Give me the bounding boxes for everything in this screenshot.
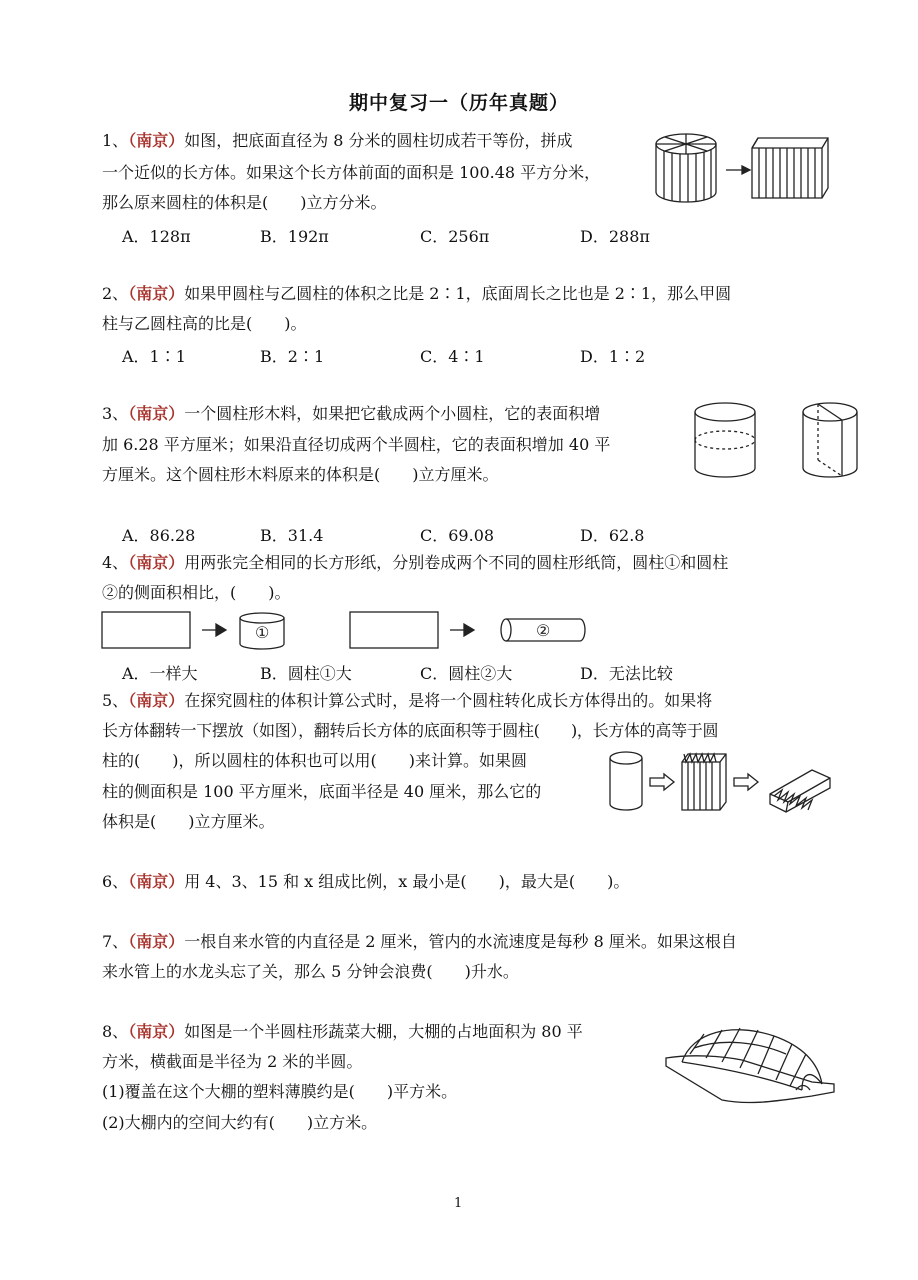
q3-source: （南京） [128, 404, 185, 423]
q3-vertical-cut-cylinder-figure [800, 400, 870, 480]
q6-text-1: 用 4、3、15 和 x 组成比例，x 最小是( )，最大是( )。 [184, 872, 630, 891]
q2-option-d: D．1∶2 [580, 347, 646, 366]
q1-text-1: 如图，把底面直径为 8 分米的圆柱切成若干等份，拼成 [184, 131, 573, 150]
q3-option-c: C．69.08 [420, 526, 495, 545]
q2-line-1 [102, 283, 731, 305]
q2-line-2: 柱与乙圆柱高的比是( )。 [102, 314, 307, 333]
q7-line-1 [102, 931, 737, 953]
q3-line-1 [102, 403, 600, 425]
q4-line-1 [102, 552, 728, 574]
q1-cylinder-to-cuboid-figure [650, 130, 830, 210]
q7-text-1: 一根自来水管的内直径是 2 厘米，管内的水流速度是每秒 8 厘米。如果这根自 [184, 932, 737, 951]
q4-option-d: D．无法比较 [580, 664, 673, 683]
q1-option-b: B．192π [260, 227, 329, 246]
q4-cylinder-1-label: ① [255, 623, 270, 642]
q8-greenhouse-figure [662, 1018, 837, 1118]
q7-line-2: 来水管上的水龙头忘了关，那么 5 分钟会浪费( )升水。 [102, 962, 519, 981]
q3-option-a: A．86.28 [122, 526, 196, 545]
q2-source: （南京） [128, 284, 185, 303]
q5-line-3: 柱的( )，所以圆柱的体积也可以用( )来计算。如果圆 [102, 751, 527, 770]
q3-line-2: 加 6.28 平方厘米；如果沿直径切成两个半圆柱，它的表面积增加 40 平 [102, 435, 611, 454]
q8-line-2: 方米，横截面是半径为 2 米的半圆。 [102, 1052, 363, 1071]
q4-option-b: B．圆柱①大 [260, 664, 352, 683]
q2-option-a: A．1∶1 [122, 347, 186, 366]
q8-line-4: (2)大棚内的空间大约有( )立方米。 [102, 1113, 378, 1132]
q6-line-1 [102, 871, 629, 893]
q1-number: 1、 [102, 131, 129, 150]
q1-line-2: 一个近似的长方体。如果这个长方体前面的面积是 100.48 平方分米， [102, 163, 601, 182]
q5-line-4: 柱的侧面积是 100 平方厘米，底面半径是 40 厘米，那么它的 [102, 782, 542, 801]
q8-source: （南京） [128, 1022, 185, 1041]
page-number: 1 [454, 1196, 463, 1211]
q1-line-1 [102, 130, 573, 152]
q2-number: 2、 [102, 284, 129, 303]
q5-cylinder-transform-figure [606, 748, 836, 820]
q1-option-c: C．256π [420, 227, 490, 246]
q4-cylinder-2-label: ② [536, 621, 551, 640]
q5-line-2: 长方体翻转一下摆放（如图），翻转后长方体的底面积等于圆柱( )，长方体的高等于圆 [102, 721, 719, 740]
q8-line-1 [102, 1021, 583, 1043]
q3-option-d: D．62.8 [580, 526, 645, 545]
q5-source: （南京） [128, 691, 185, 710]
q1-option-a: A．128π [122, 227, 191, 246]
q4-text-1: 用两张完全相同的长方形纸，分别卷成两个不同的圆柱形纸筒，圆柱①和圆柱 [184, 553, 729, 572]
q5-number: 5、 [102, 691, 129, 710]
q8-line-3: (1)覆盖在这个大棚的塑料薄膜约是( )平方米。 [102, 1082, 458, 1101]
q4-option-a: A．一样大 [122, 664, 198, 683]
q8-number: 8、 [102, 1022, 129, 1041]
q4-option-c: C．圆柱②大 [420, 664, 513, 683]
q4-number: 4、 [102, 553, 129, 572]
q2-option-b: B．2∶1 [260, 347, 325, 366]
q2-text-1: 如果甲圆柱与乙圆柱的体积之比是 2∶1，底面周长之比也是 2∶1，那么甲圆 [184, 284, 732, 303]
q5-line-5: 体积是( )立方厘米。 [102, 812, 275, 831]
q5-line-1 [102, 690, 712, 712]
q3-text-1: 一个圆柱形木料，如果把它截成两个小圆柱，它的表面积增 [184, 404, 601, 423]
q4-line-2: ②的侧面积相比，( )。 [102, 583, 291, 602]
q1-line-3: 那么原来圆柱的体积是( )立方分米。 [102, 193, 387, 212]
page-title: 期中复习一（历年真题） [348, 92, 569, 114]
q3-line-3: 方厘米。这个圆柱形木料原来的体积是( )立方厘米。 [102, 465, 499, 484]
q4-paper-roll-figure [100, 608, 590, 652]
q7-source: （南京） [128, 932, 185, 951]
q3-number: 3、 [102, 404, 129, 423]
q3-option-b: B．31.4 [260, 526, 324, 545]
q7-number: 7、 [102, 932, 129, 951]
q6-source: （南京） [128, 872, 185, 891]
q1-option-d: D．288π [580, 227, 650, 246]
q4-source: （南京） [128, 553, 185, 572]
q3-horizontal-cut-cylinder-figure [690, 400, 760, 480]
q8-text-1: 如图是一个半圆柱形蔬菜大棚，大棚的占地面积为 80 平 [184, 1022, 583, 1041]
q2-option-c: C．4∶1 [420, 347, 485, 366]
q1-source: （南京） [128, 131, 185, 150]
q6-number: 6、 [102, 872, 129, 891]
q5-text-1: 在探究圆柱的体积计算公式时，是将一个圆柱转化成长方体得出的。如果将 [184, 691, 713, 710]
